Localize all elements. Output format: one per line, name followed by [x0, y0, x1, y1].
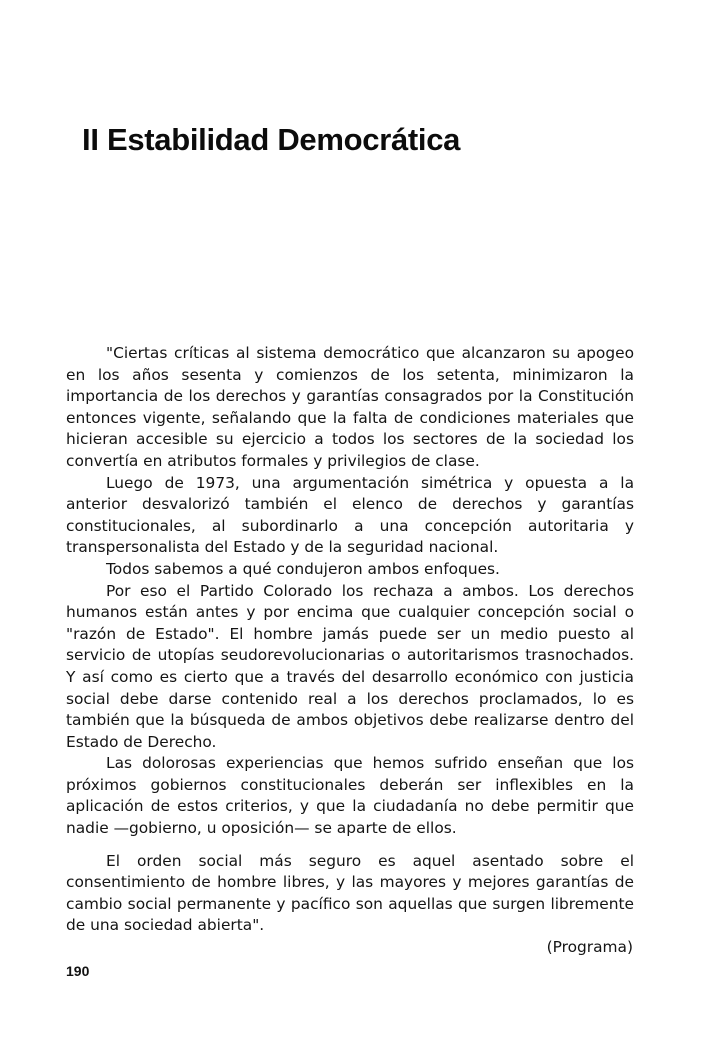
paragraph: Las dolorosas experiencias que hemos sufrido enseñan que los próximos gobiernos constitucionales deberán ser inflexibles en la aplicación de estos criterios, y que la ciudadanía no debe permitir que nadie —gobierno, u oposición— se aparte de ellos.	[66, 754, 634, 838]
chapter-title: II Estabilidad Democrática	[82, 122, 461, 157]
paragraph: "Ciertas críticas al sistema democrático que alcanzaron su apogeo en los años sesenta y comienzos de los setenta, minimizaron la importancia de los derechos y garantías consagrados por la Constitución entonces vigente, señalando que la falta de condiciones materiales que hicieran accesible su ejercicio a todos los sectores de la sociedad los convertía en atributos formales y privilegios de clase.	[66, 344, 634, 470]
paragraph: El orden social más seguro es aquel asentado sobre el consentimiento de hombre libres, y las mayores y mejores garantías de cambio social permanente y pacífico son aquellas que surgen libremente de una sociedad abierta".	[66, 851, 634, 935]
source-attribution: (Programa)	[546, 938, 633, 956]
paragraph: Luego de 1973, una argumentación simétrica y opuesta a la anterior desvalorizó también el elenco de derechos y garantías constitucionales, al subordinarlo a una concepción autoritaria y transpersonalista del Estado y de la seguridad nacional.	[66, 473, 634, 557]
page-number: 190	[66, 963, 90, 979]
paragraph: Todos sabemos a qué condujeron ambos enfoques.	[106, 559, 500, 578]
paragraph: Por eso el Partido Colorado los rechaza a ambos. Los derechos humanos están antes y por encima que cualquier concepción social o "razón de Estado". El hombre jamás puede ser un medio puesto al servicio de utopías seudorevolucionarias o autoritarismos trasnochados. Y así como es cierto que a través del desarrollo económico con justicia social debe darse contenido real a los derechos proclamados, lo es también que la búsqueda de ambos objetivos debe realizarse dentro del Estado de Derecho.	[66, 581, 634, 751]
quoted-text-block	[66, 343, 634, 937]
